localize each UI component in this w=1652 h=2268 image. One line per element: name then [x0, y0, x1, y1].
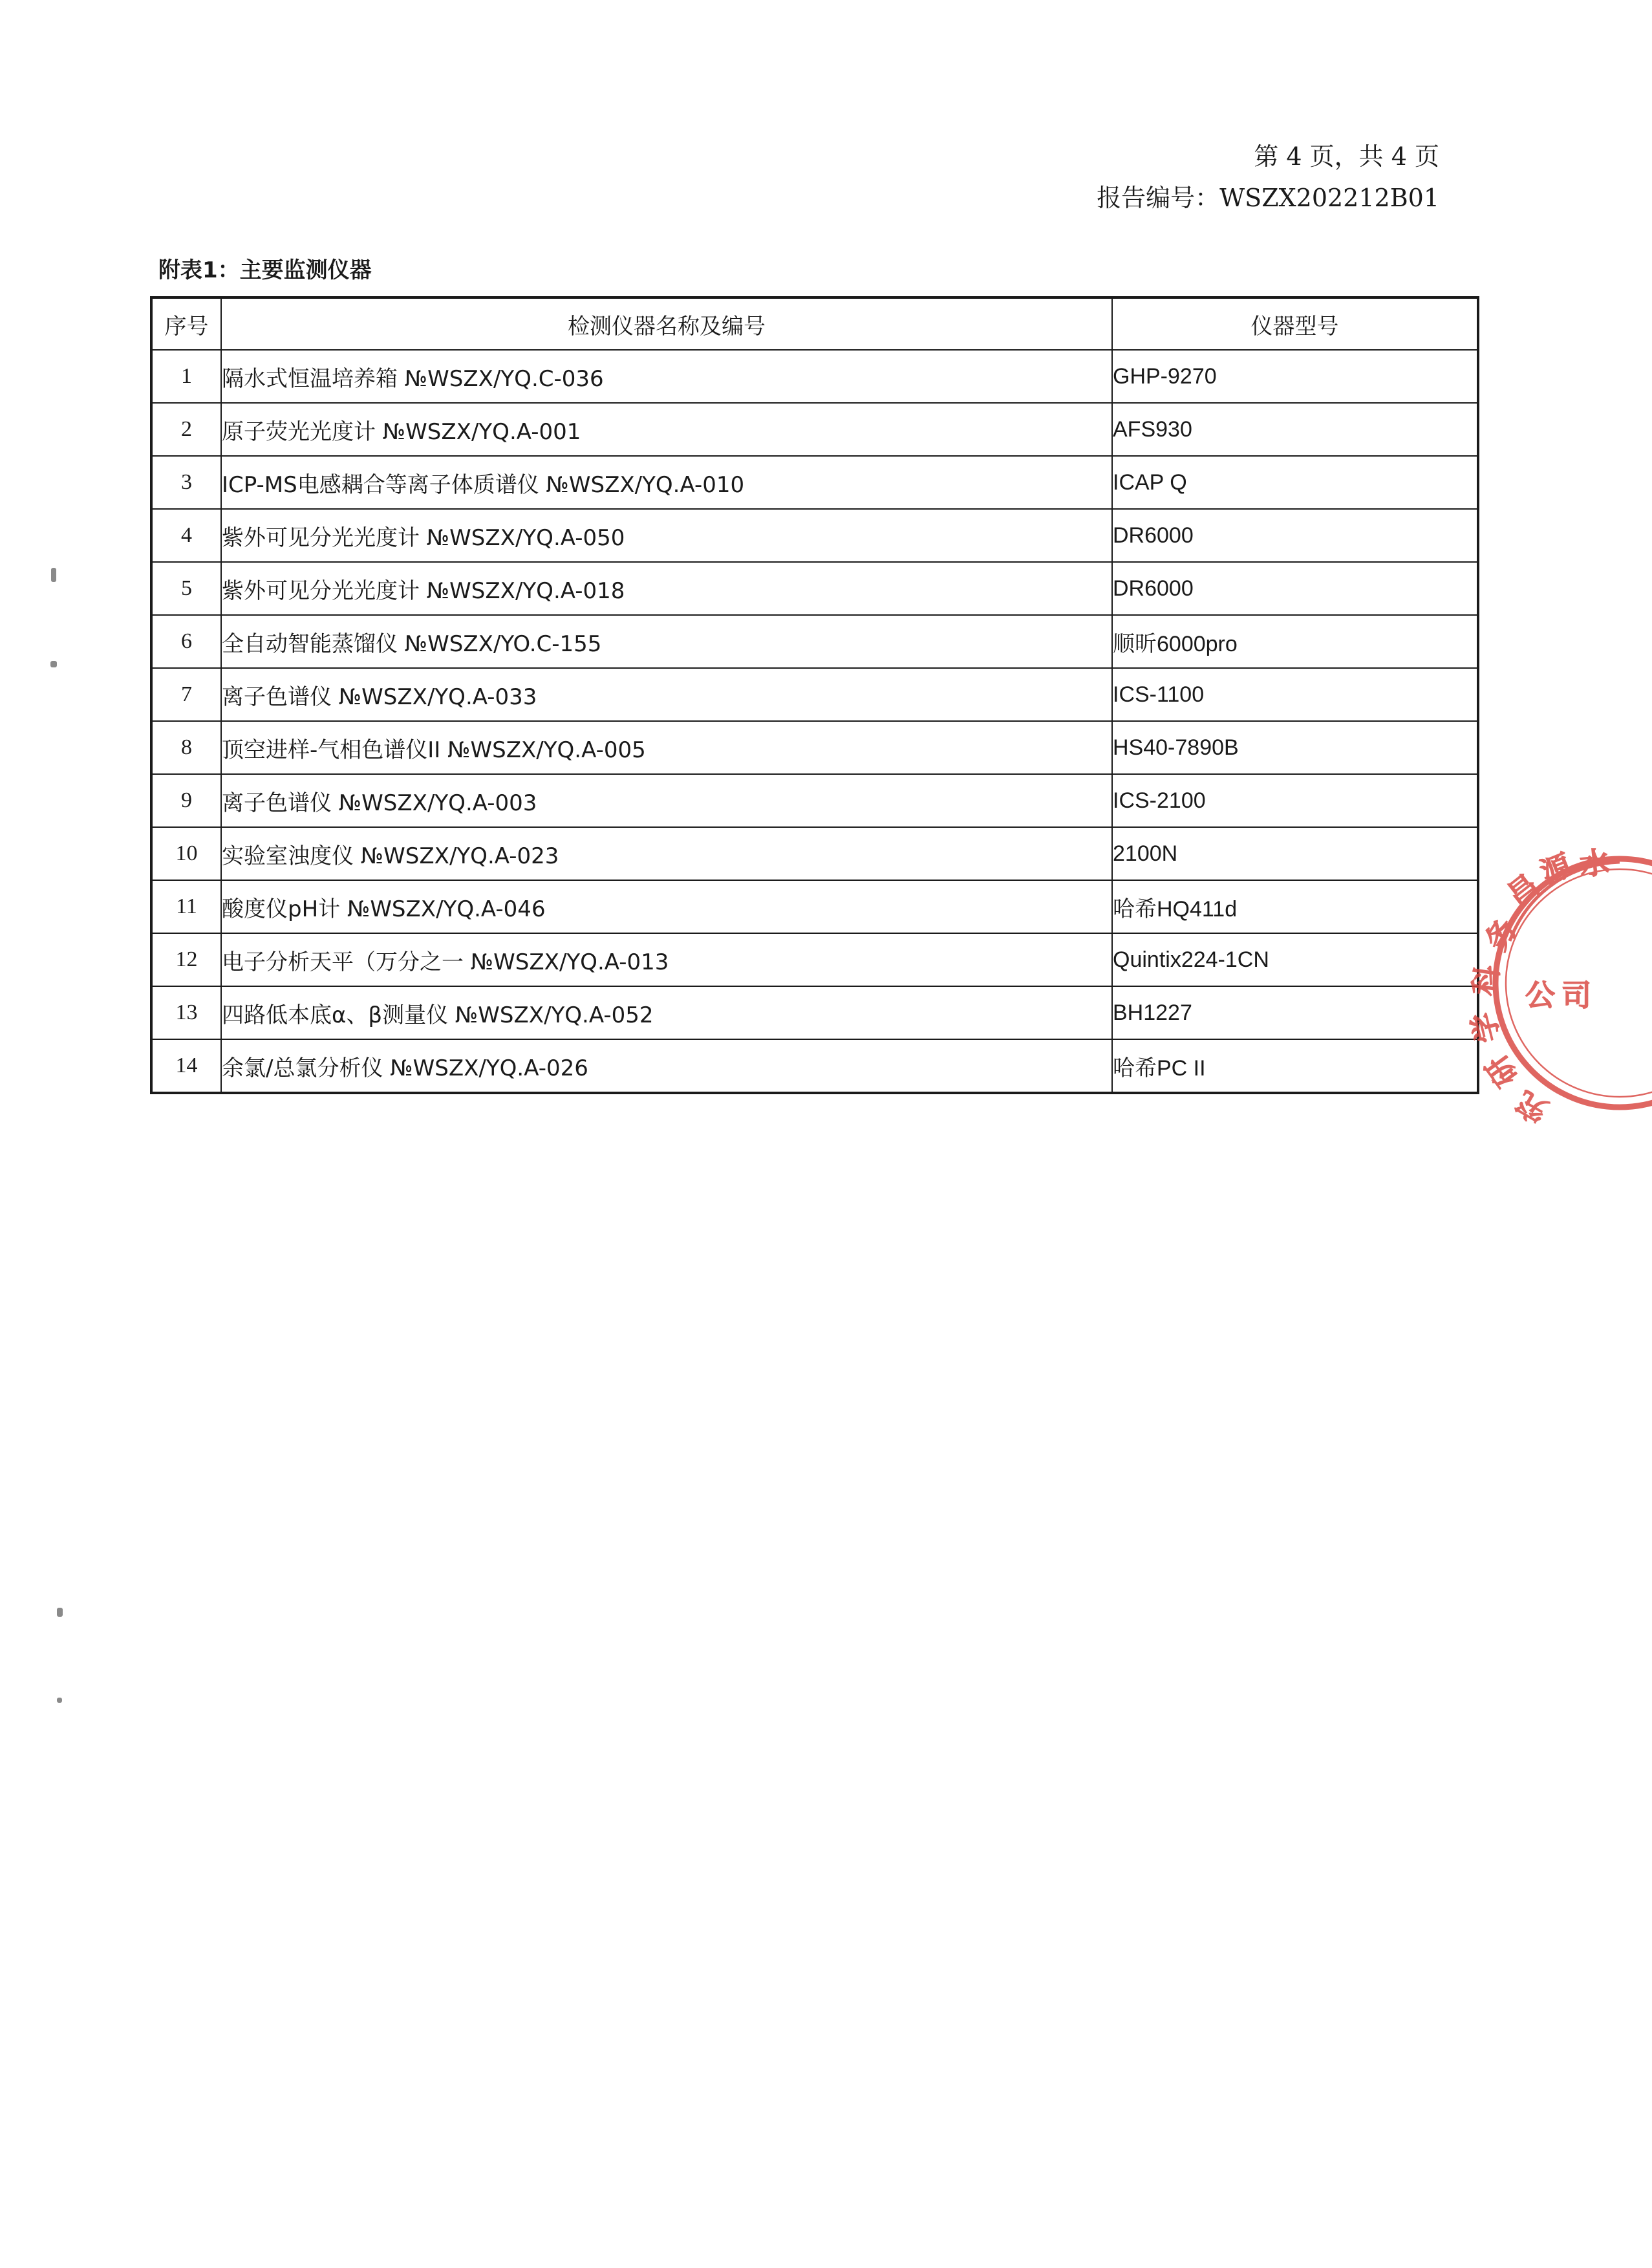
- row-index: 5: [151, 562, 221, 615]
- svg-text:司: 司: [1561, 978, 1591, 1013]
- table-row: [151, 562, 1478, 615]
- table-row: [151, 721, 1478, 774]
- report-number: 报告编号：WSZX202212B01: [1097, 184, 1439, 212]
- page-header: [1097, 136, 1439, 219]
- svg-text:公: 公: [1525, 978, 1555, 1013]
- instrument-model: HS40-7890B: [1112, 721, 1478, 774]
- instrument-name: 酸度仪pH计 №WSZX/YQ.A-046: [221, 880, 1112, 933]
- table-row: [151, 827, 1478, 880]
- instrument-model: ICS-2100: [1112, 774, 1478, 827]
- instrument-model: 哈希PC II: [1112, 1039, 1478, 1093]
- table-caption: 附表1：主要监测仪器: [158, 257, 372, 283]
- svg-text:务: 务: [1478, 913, 1524, 956]
- table-row: [151, 933, 1478, 986]
- scan-speck: [57, 1698, 62, 1703]
- instrument-name: 全自动智能蒸馏仪 №WSZX/YO.C-155: [221, 615, 1112, 668]
- instrument-name: 电子分析天平（万分之一 №WSZX/YQ.A-013: [221, 933, 1112, 986]
- row-index: 2: [151, 403, 221, 456]
- row-index: 4: [151, 509, 221, 562]
- table-row: [151, 774, 1478, 827]
- row-index: 3: [151, 456, 221, 509]
- row-index: 13: [151, 986, 221, 1039]
- svg-text:研: 研: [1479, 1048, 1525, 1094]
- instrument-name: 原子荧光光度计 №WSZX/YQ.A-001: [221, 403, 1112, 456]
- scan-speck: [51, 568, 56, 582]
- instrument-model: AFS930: [1112, 403, 1478, 456]
- column-header-model: 仪器型号: [1112, 297, 1478, 350]
- row-index: 10: [151, 827, 221, 880]
- instrument-model: 顺昕6000pro: [1112, 615, 1478, 668]
- row-index: 11: [151, 880, 221, 933]
- svg-text:源: 源: [1535, 847, 1576, 891]
- instrument-name: ICP-MS电感耦合等离子体质谱仪 №WSZX/YQ.A-010: [221, 456, 1112, 509]
- instrument-model: DR6000: [1112, 562, 1478, 615]
- row-index: 6: [151, 615, 221, 668]
- svg-text:究: 究: [1510, 1084, 1554, 1130]
- instrument-model: ICS-1100: [1112, 668, 1478, 721]
- instrument-name: 余氯/总氯分析仪 №WSZX/YQ.A-026: [221, 1039, 1112, 1093]
- company-seal-stamp: [1465, 844, 1652, 1130]
- table-row: [151, 350, 1478, 403]
- scan-speck: [50, 661, 57, 667]
- table-row: [151, 880, 1478, 933]
- instrument-table: [150, 296, 1479, 1094]
- instrument-model: DR6000: [1112, 509, 1478, 562]
- svg-text:学: 学: [1465, 1008, 1507, 1046]
- instrument-model: BH1227: [1112, 986, 1478, 1039]
- row-index: 12: [151, 933, 221, 986]
- instrument-name: 紫外可见分光光度计 №WSZX/YQ.A-018: [221, 562, 1112, 615]
- svg-text:昌: 昌: [1500, 867, 1546, 913]
- row-index: 1: [151, 350, 221, 403]
- row-index: 14: [151, 1039, 221, 1093]
- instrument-name: 隔水式恒温培养箱 №WSZX/YQ.C-036: [221, 350, 1112, 403]
- column-header-index: 序号: [151, 297, 221, 350]
- row-index: 7: [151, 668, 221, 721]
- row-index: 8: [151, 721, 221, 774]
- table-row: [151, 456, 1478, 509]
- table-row: [151, 403, 1478, 456]
- svg-text:水: 水: [1578, 844, 1611, 882]
- instrument-name: 顶空进样-气相色谱仪II №WSZX/YQ.A-005: [221, 721, 1112, 774]
- instrument-model: 2100N: [1112, 827, 1478, 880]
- table-row: [151, 1039, 1478, 1093]
- instrument-name: 离子色谱仪 №WSZX/YQ.A-003: [221, 774, 1112, 827]
- column-header-name: 检测仪器名称及编号: [221, 297, 1112, 350]
- instrument-model: ICAP Q: [1112, 456, 1478, 509]
- table-row: [151, 986, 1478, 1039]
- table-row: [151, 668, 1478, 721]
- scan-speck: [57, 1608, 63, 1617]
- instrument-name: 实验室浊度仪 №WSZX/YQ.A-023: [221, 827, 1112, 880]
- instrument-model: 哈希HQ411d: [1112, 880, 1478, 933]
- page-number: 第 4 页，共 4 页: [1254, 142, 1439, 171]
- instrument-name: 紫外可见分光光度计 №WSZX/YQ.A-050: [221, 509, 1112, 562]
- table-row: [151, 615, 1478, 668]
- table-header-row: [151, 297, 1478, 350]
- instrument-name: 四路低本底α、β测量仪 №WSZX/YQ.A-052: [221, 986, 1112, 1039]
- row-index: 9: [151, 774, 221, 827]
- table-row: [151, 509, 1478, 562]
- instrument-model: Quintix224-1CN: [1112, 933, 1478, 986]
- instrument-model: GHP-9270: [1112, 350, 1478, 403]
- svg-text:科: 科: [1466, 963, 1506, 998]
- instrument-name: 离子色谱仪 №WSZX/YQ.A-033: [221, 668, 1112, 721]
